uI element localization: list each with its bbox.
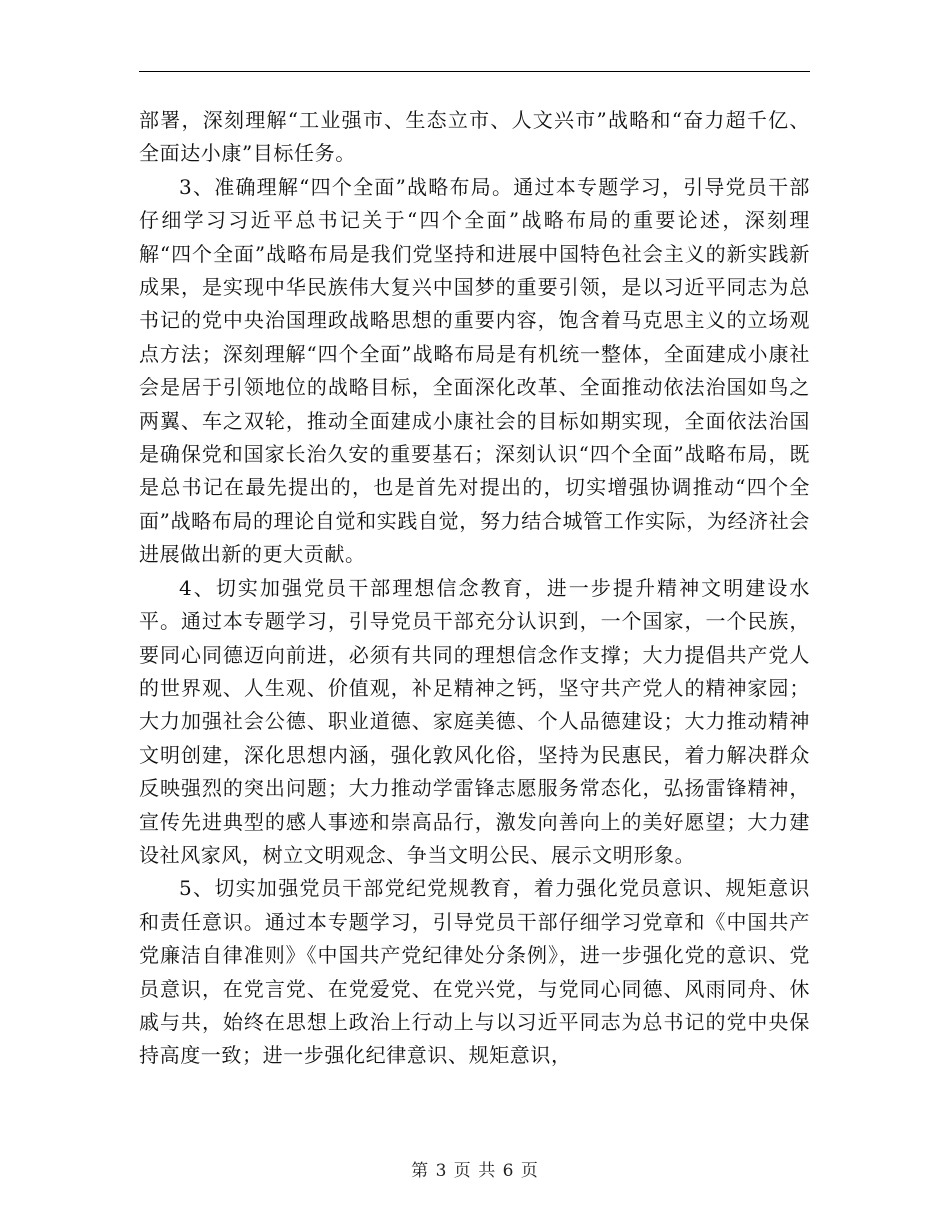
paragraph-continuation: 部署，深刻理解“工业强市、生态立市、人文兴市”战略和“奋力超千亿、全面达小康”目标任务。 (139, 108, 810, 166)
paragraph-item-4: 4、切实加强党员干部理想信念教育，进一步提升精神文明建设水平。通过本专题学习，引导党员干部充分认识到，一个国家，一个民族，要同心同德迈向前进，必须有共同的理想信念作支撑；大力提倡共产党人的世界观、人生观、价值观，补足精神之钙，坚守共产党人的精神家园；大力加强社会公德、职业道德、家庭美德、个人品德建设；大力推动精神文明创建，深化思想内涵，强化敦风化俗，坚持为民惠民，着力解决群众反映强烈的突出问题；大力推动学雷锋志愿服务常态化，弘扬雷锋精神，宣传先进典型的感人事迹和崇高品行，激发向善向上的美好愿望；大力建设社风家风，树立文明观念、争当文明公民、展示文明形象。 (139, 575, 810, 867)
paragraph-item-5: 5、切实加强党员干部党纪党规教育，着力强化党员意识、规矩意识和责任意识。通过本专题学习，引导党员干部仔细学习党章和《中国共产党廉洁自律准则》《中国共产党纪律处分条例》，进一步强化党的意识、党员意识，在党言党、在党爱党、在党兴党，与党同心同德、风雨同舟、休戚与共，始终在思想上政治上行动上与以习近平同志为总书记的党中央保持高度一致；进一步强化纪律意识、规矩意识， (139, 876, 810, 1068)
page-number: 第 3 页 共 6 页 (411, 1161, 539, 1181)
paragraph-item-3: 3、准确理解“四个全面”战略布局。通过本专题学习，引导党员干部仔细学习习近平总书记关于“四个全面”战略布局的重要论述，深刻理解“四个全面”战略布局是我们党坚持和进展中国特色社会主义的新实践新成果，是实现中华民族伟大复兴中国梦的重要引领，是以习近平同志为总书记的党中央治国理政战略思想的重要内容，饱含着马克思主义的立场观点方法；深刻理解“四个全面”战略布局是有机统一整体，全面建成小康社会是居于引领地位的战略目标，全面深化改革、全面推动依法治国如鸟之两翼、车之双轮，推动全面建成小康社会的目标如期实现，全面依法治国是确保党和国家长治久安的重要基石；深刻认识“四个全面”战略布局，既是总书记在最先提出的，也是首先对提出的，切实增强协调推动“四个全面”战略布局的理论自觉和实践自觉，努力结合城管工作实际，为经济社会进展做出新的更大贡献。 (139, 174, 810, 567)
document-body (139, 104, 810, 1073)
header-rule (139, 71, 810, 72)
